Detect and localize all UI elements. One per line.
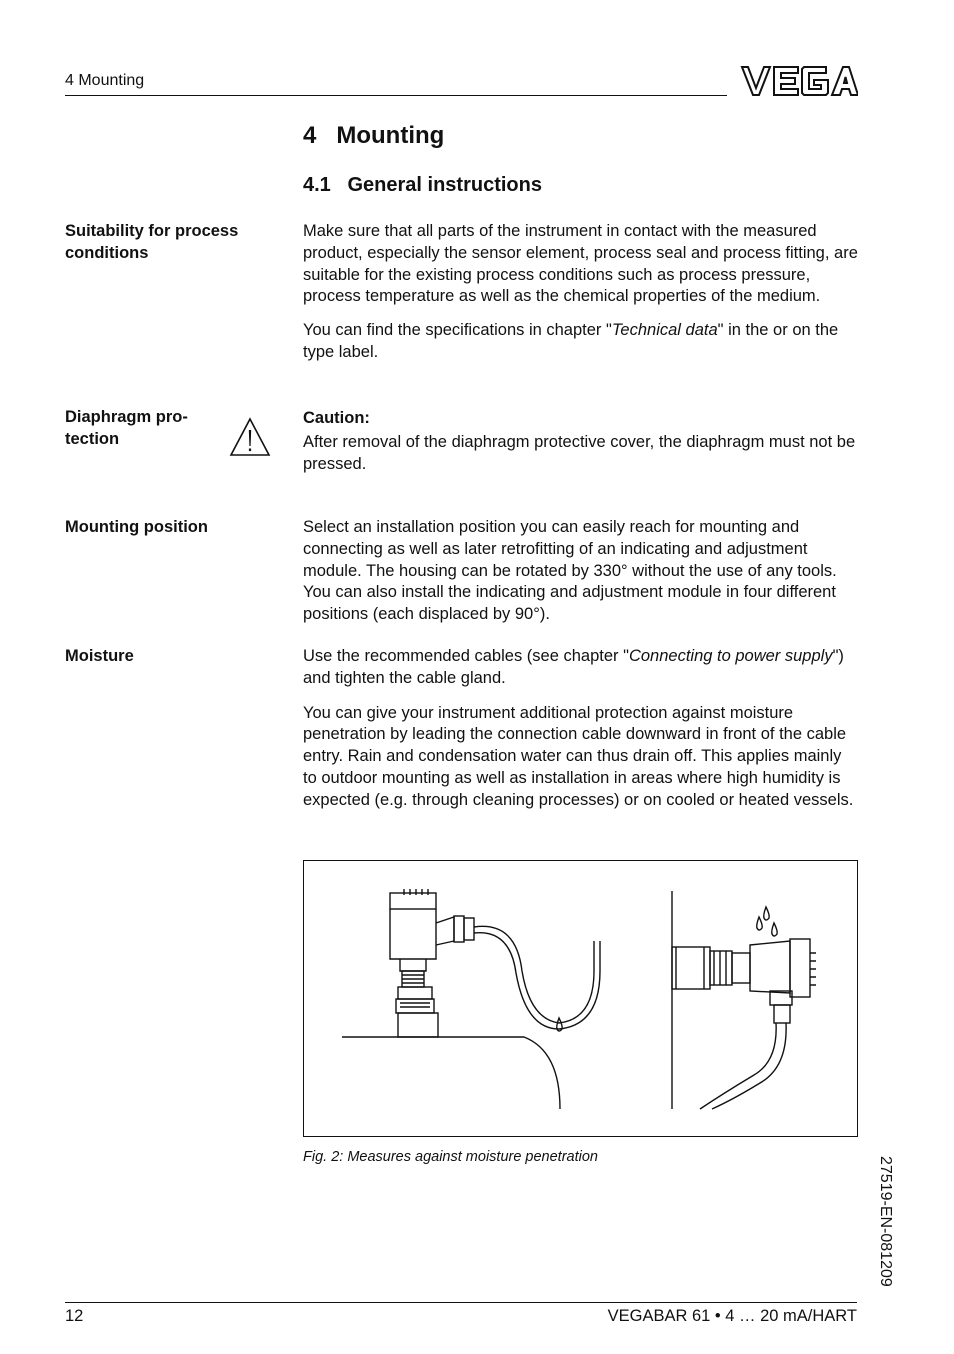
label-diaphragm: Diaphragm pro- tection <box>65 408 188 448</box>
footer-rule <box>65 1302 857 1303</box>
chapter-reference: Technical data <box>611 321 718 340</box>
chapter-reference: Connecting to power supply <box>628 647 833 665</box>
text-span: " in the or on the type label. <box>303 321 839 361</box>
section-title: 4.1 General instructions <box>303 174 542 196</box>
logo-text: VEGA <box>740 64 743 65</box>
suitability-body <box>303 221 859 364</box>
moisture-body <box>303 646 859 812</box>
warning-triangle-icon <box>229 417 271 457</box>
running-header: 4 Mounting <box>65 72 145 89</box>
suitability-paragraph-2 <box>303 320 859 364</box>
moisture-illustration <box>304 861 857 1136</box>
document-number <box>866 1156 906 1306</box>
diaphragm-body <box>303 408 859 475</box>
chapter-title: 4 Mounting <box>303 122 445 149</box>
product-name: VEGABAR 61 • 4 … 20 mA/HART <box>607 1307 857 1325</box>
text-span: ") and tighten the cable gland. <box>303 647 844 687</box>
figure-caption: Fig. 2: Measures against moisture penetration <box>303 1149 598 1165</box>
caution-heading: Caution: <box>303 409 370 427</box>
figure-frame <box>303 860 858 1137</box>
moisture-paragraph-1 <box>303 646 859 690</box>
moisture-paragraph-2: You can give your instrument additional protection against moisture penetration by leading the connection cable downward in front of the cable entry. Rain and condensation water can thus drain off. This applies mainly to outdoor mounting as well as installation in areas where high humidity is expected (e.g. through cleaning processes) or on cooled or heated vessels. <box>303 703 854 809</box>
caution-text: After removal of the diaphragm protective cover, the diaphragm must not be pressed. <box>303 432 856 473</box>
label-suitability: Suitability for process conditions <box>65 222 239 262</box>
text-span: Use the recommended cables (see chapter " <box>303 647 629 665</box>
text-span: You can find the specifications in chapter " <box>303 321 612 340</box>
document-number-text: 27519-EN-081209 <box>877 1156 894 1287</box>
header-rule <box>65 95 727 96</box>
page-number: 12 <box>65 1307 84 1325</box>
vega-logo <box>740 64 858 98</box>
label-mounting-position: Mounting position <box>65 518 208 536</box>
mounting-position-text: Select an installation position you can easily reach for mounting and connecting as well as later retrofitting of an indicating and adjustment module. The housing can be rotated by 330° without the use of any tools. You can also install the indicating and adjustment module in four different positions (each displaced by 90°). <box>303 518 837 624</box>
label-moisture: Moisture <box>65 647 134 665</box>
mounting-position-body <box>303 517 859 626</box>
suitability-paragraph-1: Make sure that all parts of the instrument in contact with the measured product, especially the sensor element, process seal and process fitting, are suitable for the existing process conditions such as process pressure, process temperature as well as the chemical properties of the medium. <box>303 222 858 306</box>
